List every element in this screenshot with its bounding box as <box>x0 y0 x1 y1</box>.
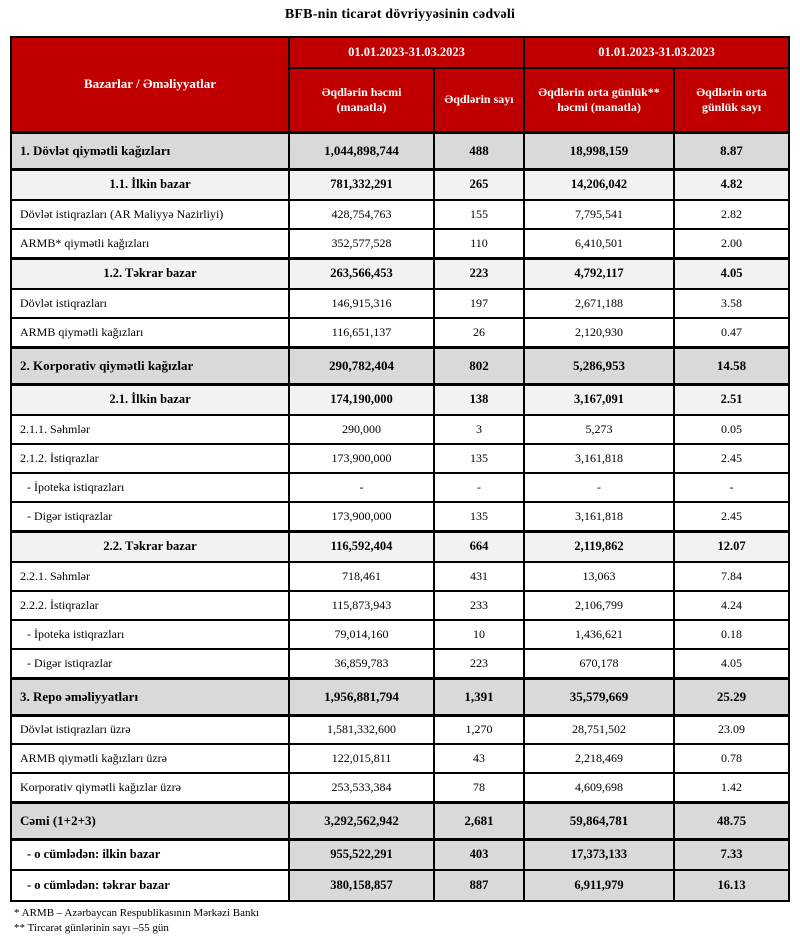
row-value: 403 <box>434 839 524 870</box>
row-value: 0.78 <box>674 744 789 773</box>
row-value: 59,864,781 <box>524 802 674 839</box>
table-row <box>11 870 789 901</box>
row-value: 3,161,818 <box>524 502 674 531</box>
row-value: 14,206,042 <box>524 169 674 200</box>
table-row <box>11 839 789 870</box>
row-label: 1. Dövlət qiymətli kağızları <box>11 132 289 169</box>
table-row <box>11 502 789 531</box>
row-value: 23.09 <box>674 715 789 744</box>
row-label: 2.1.1. Səhmlər <box>11 415 289 444</box>
footnote-trading-days: ** Tircarət günlərinin sayı –55 gün <box>14 922 169 935</box>
row-value: 36,859,783 <box>289 649 434 678</box>
row-label: - İpoteka istiqrazları <box>11 473 289 502</box>
row-label: - o cümlədən: təkrar bazar <box>11 870 289 901</box>
row-value: 35,579,669 <box>524 678 674 715</box>
table-row <box>11 773 789 802</box>
row-value: 0.05 <box>674 415 789 444</box>
table-row <box>11 384 789 415</box>
row-value: 352,577,528 <box>289 229 434 258</box>
row-value: 12.07 <box>674 531 789 562</box>
row-label: 2.2. Təkrar bazar <box>11 531 289 562</box>
row-value: 4.05 <box>674 258 789 289</box>
row-value: 2.45 <box>674 444 789 473</box>
row-value: 887 <box>434 870 524 901</box>
row-value: - <box>289 473 434 502</box>
trading-turnover-table <box>10 36 790 902</box>
row-value: 4,609,698 <box>524 773 674 802</box>
row-label: ARMB qiymətli kağızları üzrə <box>11 744 289 773</box>
table-row <box>11 289 789 318</box>
row-value: 155 <box>434 200 524 229</box>
row-value: 16.13 <box>674 870 789 901</box>
row-value: 115,873,943 <box>289 591 434 620</box>
row-value: 135 <box>434 502 524 531</box>
row-value: 26 <box>434 318 524 347</box>
row-value: 431 <box>434 562 524 591</box>
row-label: - Digər istiqrazlar <box>11 502 289 531</box>
table-row <box>11 415 789 444</box>
row-value: 233 <box>434 591 524 620</box>
row-value: 79,014,160 <box>289 620 434 649</box>
column-header-daily-volume: Əqdlərin orta günlük** həcmi (manatla) <box>524 68 674 132</box>
row-value: 78 <box>434 773 524 802</box>
row-label: Dövlət istiqrazları (AR Maliyyə Nazirliyi) <box>11 200 289 229</box>
row-value: 2,106,799 <box>524 591 674 620</box>
row-label: 2.1.2. İstiqrazlar <box>11 444 289 473</box>
row-value: - <box>524 473 674 502</box>
row-value: 1,581,332,600 <box>289 715 434 744</box>
row-label: Korporativ qiymətli kağızlar üzrə <box>11 773 289 802</box>
row-value: 174,190,000 <box>289 384 434 415</box>
row-value: 290,782,404 <box>289 347 434 384</box>
footnotes <box>14 906 259 937</box>
row-value: 955,522,291 <box>289 839 434 870</box>
row-label: 3. Repo əməliyyatları <box>11 678 289 715</box>
row-value: 7.33 <box>674 839 789 870</box>
table-row <box>11 531 789 562</box>
row-value: 1,391 <box>434 678 524 715</box>
row-label: Dövlət istiqrazları <box>11 289 289 318</box>
row-value: 2,671,188 <box>524 289 674 318</box>
row-value: 7.84 <box>674 562 789 591</box>
table-row <box>11 802 789 839</box>
table-row <box>11 347 789 384</box>
row-value: 3,167,091 <box>524 384 674 415</box>
row-value: 4.24 <box>674 591 789 620</box>
row-value: 48.75 <box>674 802 789 839</box>
row-value: 1,956,881,794 <box>289 678 434 715</box>
table-row <box>11 200 789 229</box>
table-row <box>11 649 789 678</box>
row-value: 18,998,159 <box>524 132 674 169</box>
row-label: 2. Korporativ qiymətli kağızlar <box>11 347 289 384</box>
row-value: 8.87 <box>674 132 789 169</box>
row-value: 122,015,811 <box>289 744 434 773</box>
table-row <box>11 678 789 715</box>
row-value: 6,911,979 <box>524 870 674 901</box>
table-row <box>11 169 789 200</box>
row-value: 17,373,133 <box>524 839 674 870</box>
table-row <box>11 258 789 289</box>
column-header-volume: Əqdlərin həcmi (manatla) <box>289 68 434 132</box>
table-row <box>11 318 789 347</box>
table-row <box>11 229 789 258</box>
row-value: 253,533,384 <box>289 773 434 802</box>
row-value: 173,900,000 <box>289 502 434 531</box>
row-value: 4.05 <box>674 649 789 678</box>
row-value: 0.18 <box>674 620 789 649</box>
table-row <box>11 715 789 744</box>
row-value: 290,000 <box>289 415 434 444</box>
column-header-daily-count: Əqdlərin orta günlük sayı <box>674 68 789 132</box>
table-row <box>11 132 789 169</box>
row-value: 138 <box>434 384 524 415</box>
row-value: 173,900,000 <box>289 444 434 473</box>
row-value: - <box>434 473 524 502</box>
table-row <box>11 591 789 620</box>
row-value: 2.82 <box>674 200 789 229</box>
row-value: 2.51 <box>674 384 789 415</box>
row-value: 2,119,862 <box>524 531 674 562</box>
table-row <box>11 620 789 649</box>
row-value: 670,178 <box>524 649 674 678</box>
row-label: ARMB qiymətli kağızları <box>11 318 289 347</box>
row-label: - o cümlədən: ilkin bazar <box>11 839 289 870</box>
row-value: 223 <box>434 258 524 289</box>
row-value: 380,158,857 <box>289 870 434 901</box>
period-header-cell: 01.01.2023-31.03.2023 <box>524 37 789 68</box>
row-label: Dövlət istiqrazları üzrə <box>11 715 289 744</box>
row-value: 5,286,953 <box>524 347 674 384</box>
footnote-armb: * ARMB – Azərbaycan Respublikasının Mərkəzi Bankı <box>14 907 260 919</box>
row-value: 3.58 <box>674 289 789 318</box>
row-value: 7,795,541 <box>524 200 674 229</box>
row-label: 2.2.2. İstiqrazlar <box>11 591 289 620</box>
row-label: Cəmi (1+2+3) <box>11 802 289 839</box>
row-value: 13,063 <box>524 562 674 591</box>
row-value: 4.82 <box>674 169 789 200</box>
row-value: 718,461 <box>289 562 434 591</box>
row-value: 197 <box>434 289 524 318</box>
table-body <box>11 132 789 901</box>
row-value: 116,592,404 <box>289 531 434 562</box>
row-value: 4,792,117 <box>524 258 674 289</box>
period-header-cell: 01.01.2023-31.03.2023 <box>289 37 524 68</box>
row-value: 43 <box>434 744 524 773</box>
row-label: 1.2. Təkrar bazar <box>11 258 289 289</box>
row-value: 146,915,316 <box>289 289 434 318</box>
row-value: 2.00 <box>674 229 789 258</box>
row-value: 5,273 <box>524 415 674 444</box>
row-value: 3,161,818 <box>524 444 674 473</box>
row-value: 1,436,621 <box>524 620 674 649</box>
column-header-count: Əqdlərin sayı <box>434 68 524 132</box>
row-label: - İpoteka istiqrazları <box>11 620 289 649</box>
table-header <box>11 37 789 132</box>
row-label: - Digər istiqrazlar <box>11 649 289 678</box>
row-value: 116,651,137 <box>289 318 434 347</box>
row-label: ARMB* qiymətli kağızları <box>11 229 289 258</box>
row-value: 0.47 <box>674 318 789 347</box>
row-value: 2,681 <box>434 802 524 839</box>
row-value: 2.45 <box>674 502 789 531</box>
row-value: 3 <box>434 415 524 444</box>
row-value: 3,292,562,942 <box>289 802 434 839</box>
row-value: 1,270 <box>434 715 524 744</box>
row-value: 28,751,502 <box>524 715 674 744</box>
table-row <box>11 744 789 773</box>
header-period-row <box>11 37 789 68</box>
table-row <box>11 444 789 473</box>
table-row <box>11 473 789 502</box>
row-value: 664 <box>434 531 524 562</box>
row-value: 428,754,763 <box>289 200 434 229</box>
row-value: 263,566,453 <box>289 258 434 289</box>
row-value: 223 <box>434 649 524 678</box>
row-value: 2,218,469 <box>524 744 674 773</box>
row-value: 781,332,291 <box>289 169 434 200</box>
row-value: 110 <box>434 229 524 258</box>
row-label: 1.1. İlkin bazar <box>11 169 289 200</box>
row-value: - <box>674 473 789 502</box>
row-value: 265 <box>434 169 524 200</box>
table-row <box>11 562 789 591</box>
row-value: 1,044,898,744 <box>289 132 434 169</box>
corner-header-cell: Bazarlar / Əməliyyatlar <box>11 37 289 132</box>
row-value: 135 <box>434 444 524 473</box>
row-value: 6,410,501 <box>524 229 674 258</box>
row-value: 802 <box>434 347 524 384</box>
row-value: 10 <box>434 620 524 649</box>
row-value: 2,120,930 <box>524 318 674 347</box>
row-label: 2.2.1. Səhmlər <box>11 562 289 591</box>
row-label: 2.1. İlkin bazar <box>11 384 289 415</box>
row-value: 14.58 <box>674 347 789 384</box>
row-value: 1.42 <box>674 773 789 802</box>
page-title: BFB-nin ticarət dövriyyəsinin cədvəli <box>284 7 516 22</box>
row-value: 488 <box>434 132 524 169</box>
row-value: 25.29 <box>674 678 789 715</box>
